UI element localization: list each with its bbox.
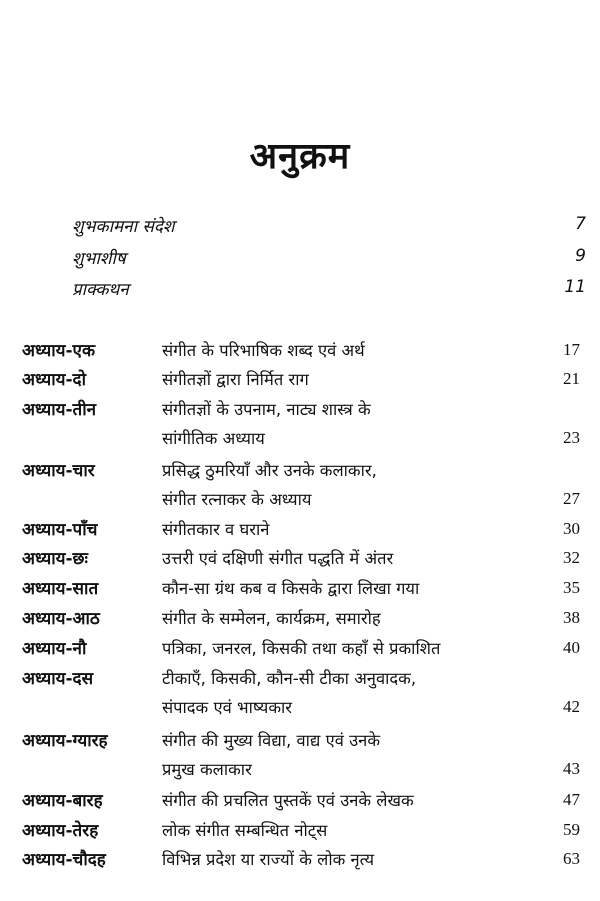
chapter-page: 32 bbox=[563, 548, 580, 567]
chapter-page: 27 bbox=[563, 489, 580, 508]
chapter-title: लोक संगीत सम्बन्धित नोट्स bbox=[162, 821, 328, 840]
chapter-title-continued: सांगीतिक अध्याय bbox=[162, 429, 265, 448]
chapter-name: अध्याय-बारह bbox=[22, 791, 103, 811]
chapter-title: प्रसिद्ध ठुमरियाँ और उनके कलाकार, bbox=[162, 461, 377, 480]
chapter-page: 17 bbox=[563, 340, 580, 359]
chapter-page: 23 bbox=[563, 428, 580, 447]
chapter-title-continued: संपादक एवं भाष्यकार bbox=[162, 698, 293, 717]
chapter-page: 47 bbox=[563, 790, 580, 809]
chapter-name: अध्याय-आठ bbox=[22, 609, 100, 629]
chapter-title: विभिन्न प्रदेश या राज्यों के लोक नृत्य bbox=[162, 850, 375, 869]
chapter-name: अध्याय-एक bbox=[22, 341, 96, 361]
chapter-title: कौन-सा ग्रंथ कब व किसके द्वारा लिखा गया bbox=[162, 579, 420, 598]
chapter-title: संगीत की प्रचलित पुस्तकें एवं उनके लेखक bbox=[162, 791, 414, 810]
front-matter-label: प्राक्कथन bbox=[72, 280, 129, 300]
chapter-title: उत्तरी एवं दक्षिणी संगीत पद्धति में अंतर bbox=[162, 549, 394, 568]
chapter-title: टीकाएँ, किसकी, कौन-सी टीका अनुवादक, bbox=[162, 669, 417, 688]
chapter-title: संगीतज्ञों के उपनाम, नाट्य शास्त्र के bbox=[162, 400, 371, 419]
front-matter-label: शुभाशीष bbox=[72, 249, 126, 269]
chapter-title: संगीत की मुख्य विद्या, वाद्य एवं उनके bbox=[162, 731, 380, 750]
chapter-page: 35 bbox=[563, 578, 580, 597]
chapter-title: संगीतकार व घराने bbox=[162, 520, 270, 539]
chapter-title: संगीत के सम्मेलन, कार्यक्रम, समारोह bbox=[162, 609, 381, 628]
chapter-title-continued: प्रमुख कलाकार bbox=[162, 760, 252, 779]
chapter-page: 21 bbox=[563, 369, 580, 388]
chapter-name: अध्याय-चार bbox=[22, 461, 95, 481]
front-matter-label: शुभकामना संदेश bbox=[72, 217, 175, 237]
chapter-title: पत्रिका, जनरल, किसकी तथा कहाँ से प्रकाशित bbox=[162, 639, 441, 658]
page-title: अनुक्रम bbox=[249, 136, 351, 177]
front-matter-page: 11 bbox=[564, 277, 586, 297]
chapter-page: 63 bbox=[563, 849, 580, 868]
chapter-name: अध्याय-तेरह bbox=[22, 821, 99, 841]
chapter-name: अध्याय-दो bbox=[22, 370, 86, 390]
chapter-page: 30 bbox=[563, 519, 580, 538]
chapter-name: अध्याय-चौदह bbox=[22, 850, 106, 870]
chapter-name: अध्याय-नौ bbox=[22, 639, 87, 659]
front-matter-page: 9 bbox=[575, 246, 586, 266]
chapter-name: अध्याय-छः bbox=[22, 549, 88, 569]
chapter-title-continued: संगीत रत्नाकर के अध्याय bbox=[162, 490, 312, 509]
chapter-name: अध्याय-सात bbox=[22, 579, 99, 599]
front-matter-page: 7 bbox=[575, 214, 586, 234]
chapter-name: अध्याय-ग्यारह bbox=[22, 731, 108, 751]
chapter-page: 40 bbox=[563, 638, 580, 657]
chapter-name: अध्याय-दस bbox=[22, 669, 94, 689]
chapter-title: संगीत के परिभाषिक शब्द एवं अर्थ bbox=[162, 341, 365, 360]
chapter-page: 43 bbox=[563, 759, 580, 778]
chapter-page: 59 bbox=[563, 820, 580, 839]
chapter-name: अध्याय-तीन bbox=[22, 400, 97, 420]
chapter-title: संगीतज्ञों द्वारा निर्मित राग bbox=[162, 370, 309, 389]
chapter-name: अध्याय-पाँच bbox=[22, 520, 98, 540]
chapter-page: 38 bbox=[563, 608, 580, 627]
chapter-page: 42 bbox=[563, 697, 580, 716]
